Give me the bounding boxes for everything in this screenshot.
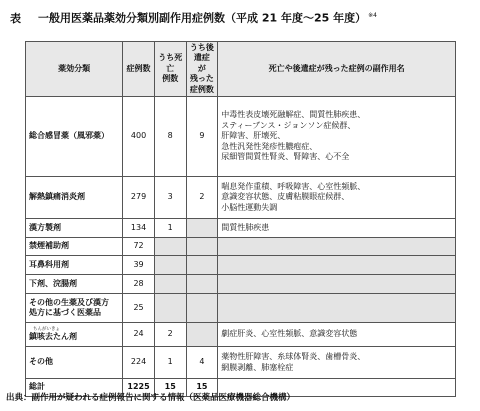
row-cases: 279 [123, 177, 155, 219]
row-cases: 400 [123, 97, 155, 177]
reaction-name-line: 間質性肺疾患 [221, 222, 270, 232]
header-deaths [154, 42, 186, 97]
table-title-label: 表 [10, 11, 21, 25]
row-sequelae [186, 256, 218, 275]
row-deaths [154, 294, 186, 323]
row-category-ruby: ちんがいきょ [33, 326, 60, 332]
header-sequelae-line: 残った [189, 74, 214, 84]
row-category [26, 323, 123, 347]
table-row [26, 323, 456, 347]
row-reaction-names [218, 275, 456, 294]
row-sequelae [186, 294, 218, 323]
reaction-name-line: 意識変容状態、皮膚粘膜眼症候群、 [221, 192, 350, 202]
row-cases: 72 [123, 238, 155, 256]
table-title-note: ※4 [368, 12, 377, 19]
row-deaths: 3 [154, 177, 186, 219]
row-cases: 224 [123, 347, 155, 379]
table-row [26, 219, 456, 238]
header-sequelae-line: 症例数 [189, 84, 214, 94]
row-sequelae [186, 219, 218, 238]
row-reaction-names [218, 177, 456, 219]
row-reaction-names [218, 219, 456, 238]
row-cases: 28 [123, 275, 155, 294]
row-category: その他 [26, 347, 123, 379]
header-row [26, 42, 456, 97]
row-reaction-names [218, 294, 456, 323]
table-title [10, 9, 480, 26]
row-category-text: 鎮咳去たん剤 [29, 331, 77, 341]
row-deaths [154, 256, 186, 275]
total-cases: 1225 [123, 379, 155, 397]
row-category [26, 294, 123, 323]
reaction-name-line: 薬物性肝障害、糸球体腎炎、歯槽骨炎、 [221, 352, 366, 361]
row-category: 禁煙補助剤 [26, 238, 123, 256]
row-category-line: 処方に基づく医薬品 [29, 308, 101, 317]
row-deaths: 1 [154, 219, 186, 238]
table-row [26, 275, 456, 294]
reaction-name-line: 網膜剥離、肺塞栓症 [221, 362, 294, 372]
row-deaths: 8 [154, 97, 186, 177]
row-category: 耳鼻科用剤 [26, 256, 123, 275]
header-deaths-line: 例数 [162, 74, 179, 84]
row-reaction-names [218, 347, 456, 379]
row-reaction-names [218, 256, 456, 275]
header-category: 薬効分類 [26, 42, 123, 97]
reaction-name-line: スティーブンス・ジョンソン症候群、 [221, 120, 356, 130]
row-category: 総合感冒薬（風邪薬） [26, 97, 123, 177]
source-note: 出典：副作用が疑われる症例報告に関する情報（医薬品医療機器総合機構） [6, 393, 296, 403]
row-category: 下剤、浣腸剤 [26, 275, 123, 294]
row-deaths: 2 [154, 323, 186, 347]
row-deaths [154, 238, 186, 256]
row-category: 解熱鎮痛消炎剤 [26, 177, 123, 219]
row-cases: 25 [123, 294, 155, 323]
table-title-text: 一般用医薬品薬効分類別副作用症例数（平成 21 年度～25 年度） [38, 11, 367, 25]
reaction-name-line: 中毒性表皮壊死融解症、間質性肺疾患、 [221, 110, 366, 120]
header-sequelae [186, 42, 218, 97]
reaction-name-line: 尿細管間質性腎炎、腎障害、心不全 [221, 152, 350, 162]
row-cases: 24 [123, 323, 155, 347]
row-sequelae [186, 238, 218, 256]
reaction-name-line: 肝障害、肝壊死、 [221, 131, 286, 141]
total-label: 総計 [26, 379, 123, 397]
row-deaths [154, 275, 186, 294]
reaction-name-line: 小脳性運動失調 [221, 202, 278, 212]
reaction-name-line: 急性汎発性発疹性膿疱症、 [221, 141, 318, 151]
row-category: 漢方製剤 [26, 219, 123, 238]
reaction-name-line: 劇症肝炎、心室性頻脈、意識変容状態 [221, 329, 358, 339]
header-sequelae-line: うち後遺症 [189, 42, 214, 63]
table-row [26, 347, 456, 379]
row-sequelae: 2 [186, 177, 218, 219]
row-reaction-names [218, 97, 456, 177]
table-row [26, 97, 456, 177]
row-sequelae: 4 [186, 347, 218, 379]
row-sequelae: 9 [186, 97, 218, 177]
row-cases: 39 [123, 256, 155, 275]
total-deaths: 15 [154, 379, 186, 397]
row-deaths: 1 [154, 347, 186, 379]
row-reaction-names [218, 238, 456, 256]
row-reaction-names [218, 323, 456, 347]
adverse-reaction-table [25, 41, 456, 397]
table-row [26, 294, 456, 323]
reaction-name-line: 喘息発作重積、呼吸障害、心室性頻脈、 [221, 181, 366, 191]
header-deaths-line: うち死亡 [158, 53, 183, 73]
header-cases: 症例数 [123, 42, 155, 97]
header-reaction-names: 死亡や後遺症が残った症例の副作用名 [218, 42, 456, 97]
row-cases: 134 [123, 219, 155, 238]
header-sequelae-line: が [197, 63, 206, 73]
table-row [26, 256, 456, 275]
row-category-line: その他の生薬及び漢方 [29, 297, 109, 307]
row-sequelae [186, 275, 218, 294]
total-sequelae: 15 [186, 379, 218, 397]
table-row [26, 177, 456, 219]
row-sequelae [186, 323, 218, 347]
table-row [26, 238, 456, 256]
